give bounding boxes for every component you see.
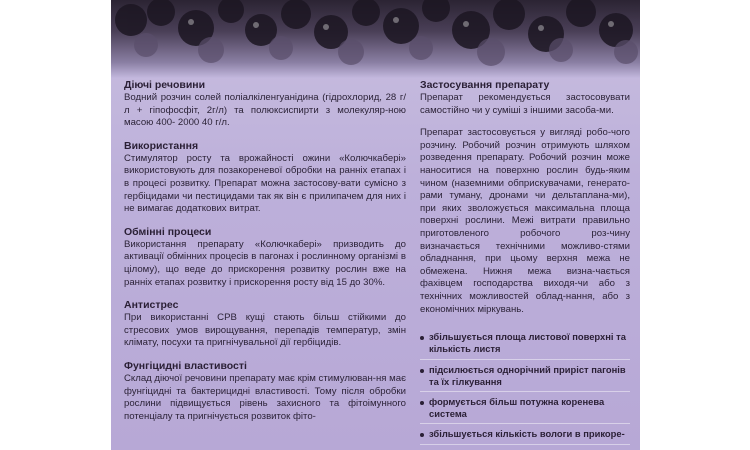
left-column [124,79,406,433]
section-heading: Антистрес [124,299,179,312]
list-item [420,428,630,444]
bullet-icon [420,336,424,340]
right-column [420,79,630,449]
bullet-icon [420,401,424,405]
section-heading: Діючі речовини [124,79,206,91]
section-paragraph: Препарат застосовується у вигляді робо-чого розчину. Робочий розчин отримують шляхом розведення препарату. Робочий розчин може наноситися на поверхню рослин будь-яким чином (наземними обприскувачами, генерато-рами туману, дронами чи дельтаплана-ми), при яких зволожується максимальна площа поверхні рослини. Межі витрати правильно приготовленого робочого роз-чину визначається технічними можливо-стями обладнання, при цьому верхня межа не обмежена. Нижня межа визна-чається фахівцем господарства виходя-чи або з технічних можливостей облад-нання, або з економічних міркувань. [420,127,630,315]
blackberry-photo [111,0,640,78]
section-heading: Використання [124,139,199,152]
section-heading: Застосування препарату [420,79,550,91]
section-fungicidal [124,360,406,423]
section-text: При використанні СРВ кущі стають більш стійкими до стресових умов вирощування, перепадів температур, змін клімату, посухи та пригнічувальної дії гербіцидів. [124,312,406,349]
benefits-list [420,331,630,444]
section-metabolism [124,226,406,289]
list-item-text: збільшується площа листової поверхні та кількість листя [429,331,626,355]
list-item [420,364,630,392]
section-text: Стимулятор росту та врожайності ожини «Колючкабері» використовують для позакореневої обробки на ранніх етапах і в процесі розвитку. Препарат можна застосову-вати сумісно з гербіцидами чи пестицидами так як він є прилипачем для них і не вимагає додаткових витрат. [124,152,406,215]
list-item-text: підсилюється однорічний приріст пагонів та їх гілкування [429,363,626,387]
section-usage [124,140,406,216]
section-text: Використання препарату «Колючкабері» призводить до активації обмінних процесів в пагонах і рослинному організмі в цілому), що веде до прискорення розвитку рослин вже на ранніх етапах розвитку і прискорення росту від 15 до 30%. [124,238,406,288]
section-text: Водний розчин солей поліалкіленгуанідина (гідрохлорид, 28 г/л + гіпофосфіт, 2г/л) та полюксиспирти з молекуляр-ною масою 400- 2000 40 г/л. [124,92,406,129]
list-item-text: збільшується кількість вологи в прикоре- [429,428,625,440]
list-item [420,396,630,424]
section-antistress [124,299,406,350]
section-application [420,79,630,316]
section-paragraph: Препарат рекомендується застосовувати самостійно чи у суміші з іншими засоба-ми. [420,92,630,116]
brochure-page [111,0,640,450]
section-heading: Фунгіцидні властивості [124,359,247,372]
section-heading: Обмінні процеси [124,225,212,238]
list-item [420,331,630,359]
section-active-substances [124,79,406,130]
list-item-text: формується більш потужна коренева система [429,395,605,420]
bullet-icon [420,433,424,437]
bullet-icon [420,369,424,373]
section-text: Склад діючої речовини препарату має крім стимулюван-ня має фунгіцидні та бактерицидні властивості. Тому після обробки рослини підвищується рівень захисного та фітоімунного потенціалу та пригнічується розвиток фіто- [124,372,406,422]
